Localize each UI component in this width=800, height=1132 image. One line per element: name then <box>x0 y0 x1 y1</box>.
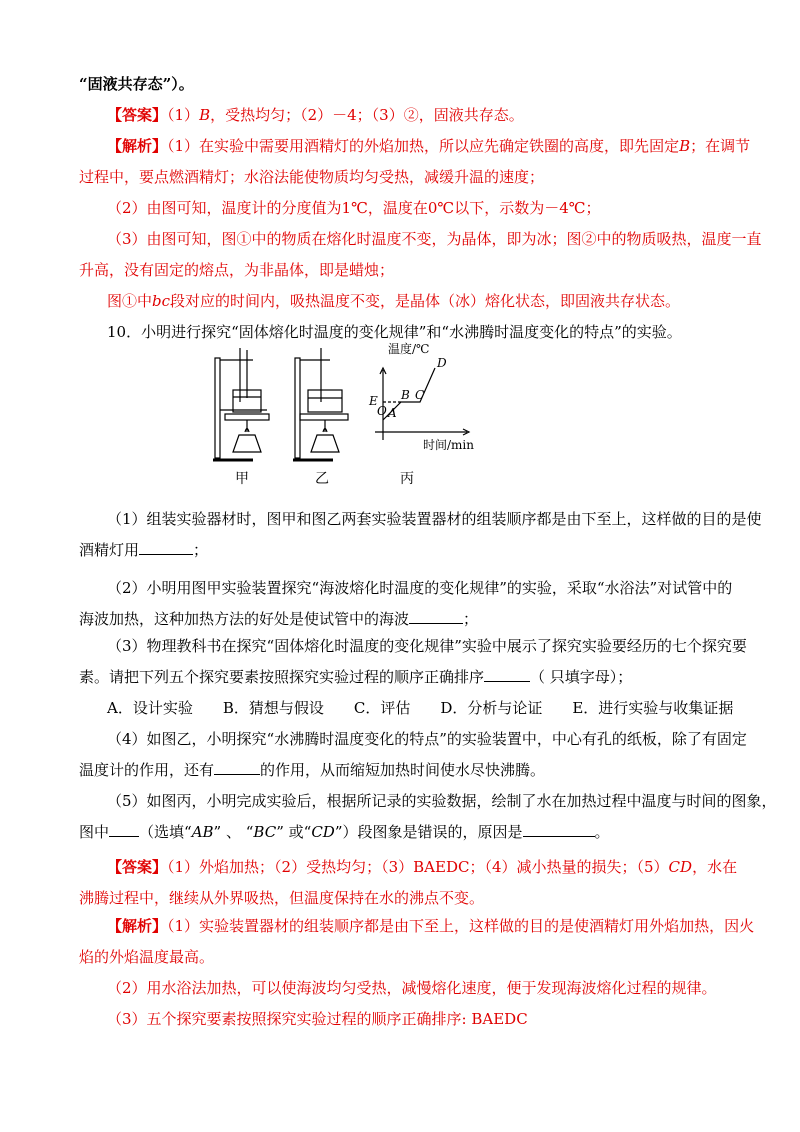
line-text: （3）五个探究要素按照探究实验过程的顺序正确排序: BAEDC <box>107 1010 528 1028</box>
text-line <box>79 73 194 95</box>
question-line <box>107 577 732 599</box>
figure-label-bing: 丙 <box>400 471 414 487</box>
line-text: （4）如图乙，小明探究“水沸腾时温度变化的特点”的实验装置中，中心有孔的纸板，除了有固定 <box>107 730 747 748</box>
question-line <box>79 608 478 630</box>
line-text: （1）在实验中需要用酒精灯的外焰加热，所以应先确定铁圈的高度，即先固定 <box>167 137 680 155</box>
line-text: （3）物理教科书在探究“固体熔化时温度的变化规律”实验中展示了探究实验要经历的七个探究要 <box>107 637 747 655</box>
line-text: 10．小明进行探究“固体熔化时温度的变化规律”和“水沸腾时温度变化的特点”的实验。 <box>107 323 682 341</box>
burner-yi <box>311 435 339 452</box>
stand-rod <box>215 358 220 458</box>
line-text: （1）外焰加热；（2）受热均匀；（3）BAEDC；（4）减小热量的损失；（5） <box>167 858 669 876</box>
analysis-line <box>107 977 717 999</box>
line-text: （1）实验装置器材的组装顺序都是由下至上，这样做的目的是使酒精灯用外焰加热，因火 <box>167 917 755 935</box>
line-text: 升高，没有固定的熔点，为非晶体，即是蜡烛； <box>79 261 395 279</box>
italic-letter: CD <box>311 823 335 841</box>
question-line <box>79 539 208 561</box>
answer-blank[interactable] <box>109 821 139 837</box>
line-text: （3）由图可知，图①中的物质在熔化时温度不变，为晶体，即为冰；图②中的物质吸热，温度一直 <box>107 230 762 248</box>
line-text: 海波加热，这种加热方法的好处是使试管中的海波 <box>79 610 410 628</box>
stand-rod <box>295 358 300 458</box>
line-text: 酒精灯用 <box>79 541 140 559</box>
beaker <box>308 390 342 412</box>
analysis-line <box>107 915 754 937</box>
line-text: ，水在 <box>692 858 738 876</box>
line-text: （1）组装实验器材时，图甲和图乙两套实验装置器材的组装顺序都是由下至上，这样做的目的是使 <box>107 510 762 528</box>
italic-letter: AB <box>191 823 214 841</box>
analysis-line <box>107 290 680 312</box>
answer-blank[interactable] <box>484 666 530 682</box>
point-label: B <box>401 388 410 402</box>
line-text: ”）段图象是错误的，原因是 <box>334 823 523 841</box>
line-text: （ 只填字母）； <box>530 668 633 686</box>
analysis-tag: 【解析】 <box>107 917 168 935</box>
line-text: 过程中，要点燃酒精灯；水浴法能使物质均匀受热，减缓升温的速度； <box>79 168 545 186</box>
point-label: A <box>388 406 397 420</box>
line-text: 素。请把下列五个探究要素按照探究实验过程的顺序正确排序 <box>79 668 485 686</box>
answer-tag: 【答案】 <box>107 106 168 124</box>
options-line <box>107 697 733 719</box>
question-line <box>107 790 777 812</box>
italic-letter: bc <box>152 292 171 310</box>
line-text: 。 <box>594 823 610 841</box>
line-text: （2）由图可知，温度计的分度值为1℃，温度在0℃以下，示数为－4℃； <box>107 199 601 217</box>
analysis-tag: 【解析】 <box>107 137 168 155</box>
italic-letter: B <box>679 137 691 155</box>
line-text: 沸腾过程中，继续从外界吸热，但温度保持在水的沸点不变。 <box>79 889 485 907</box>
line-text: 焰的外焰温度最高。 <box>79 948 215 966</box>
figure-label-jia: 甲 <box>235 471 249 487</box>
line-text: 段对应的时间内，吸热温度不变，是晶体（冰）熔化状态，即固液共存状态。 <box>170 292 681 310</box>
analysis-line <box>107 228 762 250</box>
line-text: 图①中 <box>107 292 153 310</box>
figure-label-yi: 乙 <box>315 471 329 487</box>
answer-blank[interactable] <box>523 821 595 837</box>
italic-letter: BC <box>253 823 277 841</box>
question-line <box>79 759 545 781</box>
line-text: （选填“ <box>139 823 192 841</box>
line-text: （1） <box>167 106 200 124</box>
analysis-line <box>107 135 750 157</box>
line-text: ，受热均匀；（2）－4；（3）②，固液共存态。 <box>210 106 524 124</box>
question-line <box>107 508 762 530</box>
question-line <box>79 821 610 843</box>
burner-jia <box>233 435 261 452</box>
analysis-line <box>79 259 394 281</box>
point-label: E <box>369 394 378 408</box>
answer-blank[interactable] <box>214 759 260 775</box>
line-text: 的作用，从而缩短加热时间使水尽快沸腾。 <box>260 761 546 779</box>
experiment-figure <box>205 340 485 490</box>
line-text: ” 或“ <box>276 823 312 841</box>
line-text: 温度计的作用，还有 <box>79 761 215 779</box>
line-text: （5）如图丙，小明完成实验后，根据所记录的实验数据，绘制了水在加热过程中温度与时间的图象， <box>107 792 777 810</box>
italic-letter: B <box>199 106 211 124</box>
line-text: ； <box>193 541 209 559</box>
point-label: C <box>415 388 425 402</box>
analysis-line <box>79 946 214 968</box>
analysis-line <box>79 166 544 188</box>
line-text: ” 、 “ <box>213 823 254 841</box>
point-label: O <box>377 404 387 418</box>
answer-line <box>107 104 524 126</box>
question-line <box>79 666 632 688</box>
point-label: D <box>437 356 447 370</box>
line-text: A．设计实验 B．猜想与假设 C．评估 D．分析与论证 E．进行实验与收集证据 <box>107 699 734 717</box>
answer-blank[interactable] <box>409 608 463 624</box>
answer-line <box>107 856 737 878</box>
line-text: “固液共存态”）。 <box>79 75 194 93</box>
line-text: ； <box>463 610 479 628</box>
answer-blank[interactable] <box>139 539 193 555</box>
line-text: ；在调节 <box>690 137 751 155</box>
question-line <box>107 728 747 750</box>
analysis-line <box>107 1008 528 1030</box>
line-text: （2）用水浴法加热，可以使海波均匀受热，减慢熔化速度，便于发现海波熔化过程的规律。 <box>107 979 717 997</box>
analysis-line <box>107 197 601 219</box>
question-line <box>107 635 747 657</box>
italic-letter: CD <box>668 858 693 876</box>
answer-tag: 【答案】 <box>107 858 168 876</box>
answer-line <box>79 887 484 909</box>
line-text: （2）小明用图甲实验装置探究“海波熔化时温度的变化规律”的实验，采取“水浴法”对试管中的 <box>107 579 733 597</box>
y-axis-label: 温度/℃ <box>388 342 430 356</box>
line-text: 图中 <box>79 823 110 841</box>
x-axis-label: 时间/min <box>423 438 474 452</box>
